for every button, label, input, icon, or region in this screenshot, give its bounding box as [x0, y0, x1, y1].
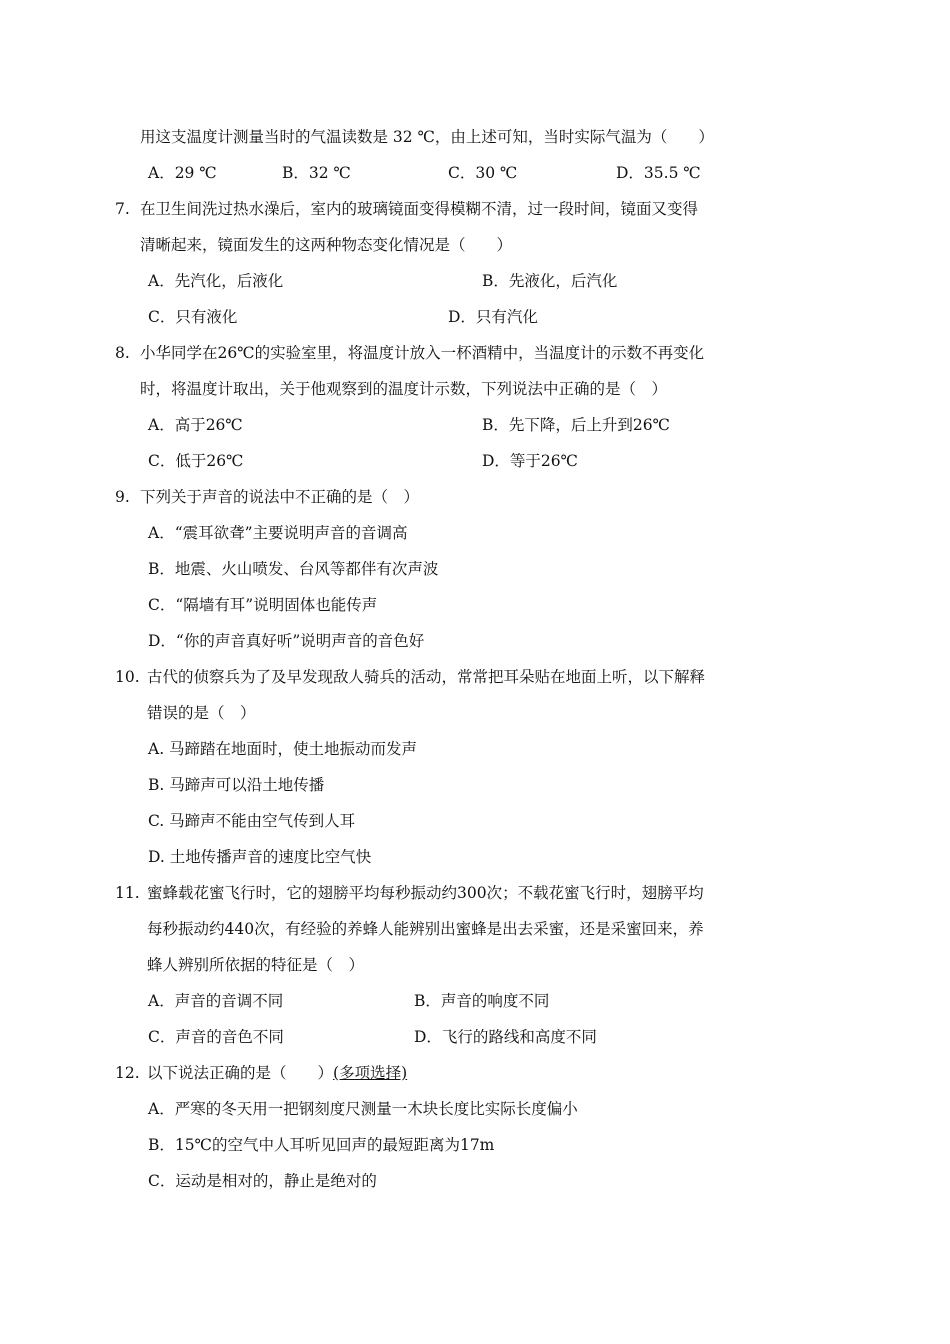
q10-stem-line-2: 错误的是（ ） — [147, 704, 256, 722]
q11-option-b: B．声音的响度不同 — [414, 992, 550, 1010]
q9-option-c: C．“隔墙有耳”说明固体也能传声 — [148, 596, 378, 614]
q11-option-a: A．声音的音调不同 — [148, 992, 284, 1010]
q9-option-a: A．“震耳欲聋”主要说明声音的音调高 — [148, 524, 408, 542]
q6-option-c: C．30 ℃ — [448, 164, 518, 182]
q10-option-d: D. 土地传播声音的速度比空气快 — [148, 848, 372, 866]
q7-option-b: B．先液化，后汽化 — [482, 272, 618, 290]
q8-number: 8. — [115, 344, 130, 362]
q11-stem-line-2: 每秒振动约440次，有经验的养蜂人能辨别出蜜蜂是出去采蜜，还是采蜜回来，养 — [147, 920, 704, 938]
q6-option-b: B．32 ℃ — [282, 164, 351, 182]
q9-option-d: D．“你的声音真好听”说明声音的音色好 — [148, 632, 425, 650]
q12-number: 12. — [115, 1064, 140, 1082]
q10-stem-line-1: 古代的侦察兵为了及早发现敌人骑兵的活动，常常把耳朵贴在地面上听，以下解释 — [147, 668, 706, 686]
q12-stem-text: 以下说法正确的是（ ） — [147, 1064, 334, 1082]
q7-option-c: C．只有液化 — [148, 308, 238, 326]
q9-number: 9. — [115, 488, 130, 506]
q10-option-c: C. 马蹄声不能由空气传到人耳 — [148, 812, 356, 830]
q11-number: 11. — [115, 884, 140, 902]
q6-option-d: D．35.5 ℃ — [616, 164, 701, 182]
q11-stem-line-3: 蜂人辨别所依据的特征是（ ） — [147, 956, 365, 974]
q7-option-d: D．只有汽化 — [448, 308, 538, 326]
q12-stem-line-1 — [147, 1063, 407, 1083]
q8-option-d: D．等于26℃ — [482, 452, 578, 470]
q7-stem-line-2: 清晰起来，镜面发生的这两种物态变化情况是（ ） — [140, 236, 513, 254]
q7-number: 7. — [115, 200, 130, 218]
q8-option-b: B．先下降，后上升到26℃ — [482, 416, 670, 434]
q10-number: 10. — [115, 668, 140, 686]
q12-multi-choice-note: (多项选择) — [333, 1064, 408, 1082]
q11-option-c: C．声音的音色不同 — [148, 1028, 284, 1046]
q10-option-a: A. 马蹄踏在地面时，使土地振动而发声 — [148, 740, 418, 758]
q9-option-b: B．地震、火山喷发、台风等都伴有次声波 — [148, 560, 439, 578]
q8-stem-line-1: 小华同学在26℃的实验室里，将温度计放入一杯酒精中，当温度计的示数不再变化 — [140, 344, 705, 362]
q7-option-a: A．先汽化，后液化 — [148, 272, 284, 290]
q12-option-c: C．运动是相对的，静止是绝对的 — [148, 1172, 377, 1190]
q10-option-b: B. 马蹄声可以沿土地传播 — [148, 776, 325, 794]
q8-option-c: C．低于26℃ — [148, 452, 244, 470]
q6-option-a: A．29 ℃ — [148, 164, 217, 182]
q8-stem-line-2: 时，将温度计取出，关于他观察到的温度计示数，下列说法中正确的是（ ） — [140, 380, 668, 398]
q7-stem-line-1: 在卫生间洗过热水澡后，室内的玻璃镜面变得模糊不清，过一段时间，镜面又变得 — [140, 200, 699, 218]
q11-option-d: D．飞行的路线和高度不同 — [414, 1028, 597, 1046]
q11-stem-line-1: 蜜蜂载花蜜飞行时，它的翅膀平均每秒振动约300次；不载花蜜飞行时，翅膀平均 — [147, 884, 704, 902]
q8-option-a: A．高于26℃ — [148, 416, 243, 434]
q6-stem-continuation: 用这支温度计测量当时的气温读数是 32 ℃，由上述可知，当时实际气温为（ ） — [140, 128, 714, 146]
q12-option-b: B．15℃的空气中人耳听见回声的最短距离为17m — [148, 1136, 495, 1154]
q12-option-a: A．严寒的冬天用一把钢刻度尺测量一木块长度比实际长度偏小 — [148, 1100, 578, 1118]
q9-stem-line-1: 下列关于声音的说法中不正确的是（ ） — [140, 488, 420, 506]
